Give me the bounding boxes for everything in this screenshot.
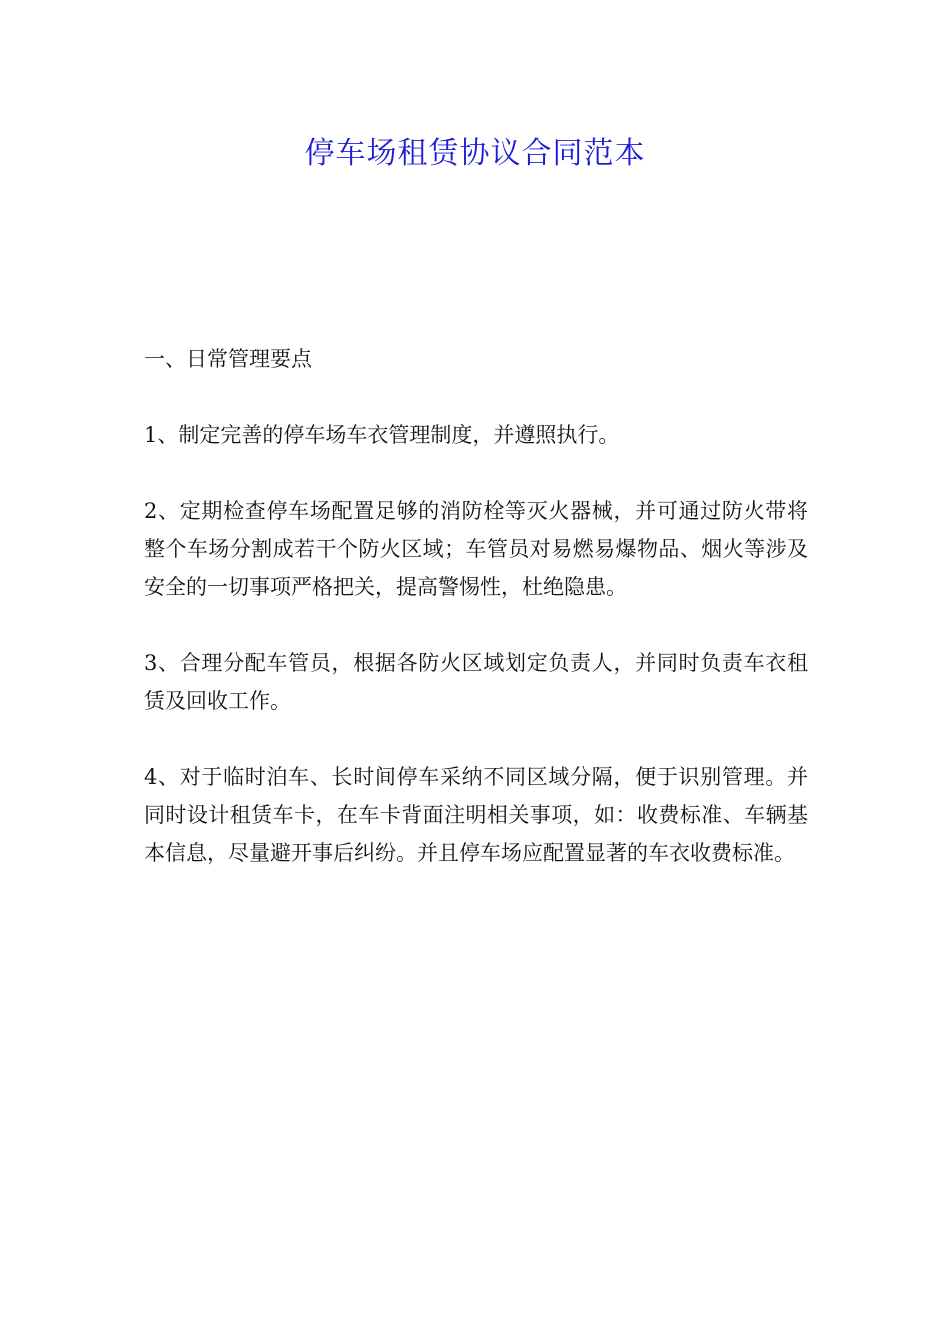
paragraph-4: 4、对于临时泊车、长时间停车采纳不同区域分隔，便于识别管理。并同时设计租赁车卡，在车卡背面注明相关事项，如：收费标准、车辆基本信息，尽量避开事后纠纷。并且停车场应配置显著的车衣收费标准。	[144, 765, 808, 865]
paragraph-2: 2、定期检查停车场配置足够的消防栓等灭火器械，并可通过防火带将整个车场分割成若干个防火区域；车管员对易燃易爆物品、烟火等涉及安全的一切事项严格把关，提高警惕性，杜绝隐患。	[144, 499, 808, 599]
document-title: 停车场租赁协议合同范本	[304, 136, 646, 171]
paragraph-3: 3、合理分配车管员，根据各防火区域划定负责人，并同时负责车衣租赁及回收工作。	[144, 651, 808, 713]
section-heading: 一、日常管理要点	[144, 347, 312, 371]
document-body	[144, 340, 808, 910]
paragraph-1: 1、制定完善的停车场车衣管理制度，并遵照执行。	[144, 423, 620, 447]
